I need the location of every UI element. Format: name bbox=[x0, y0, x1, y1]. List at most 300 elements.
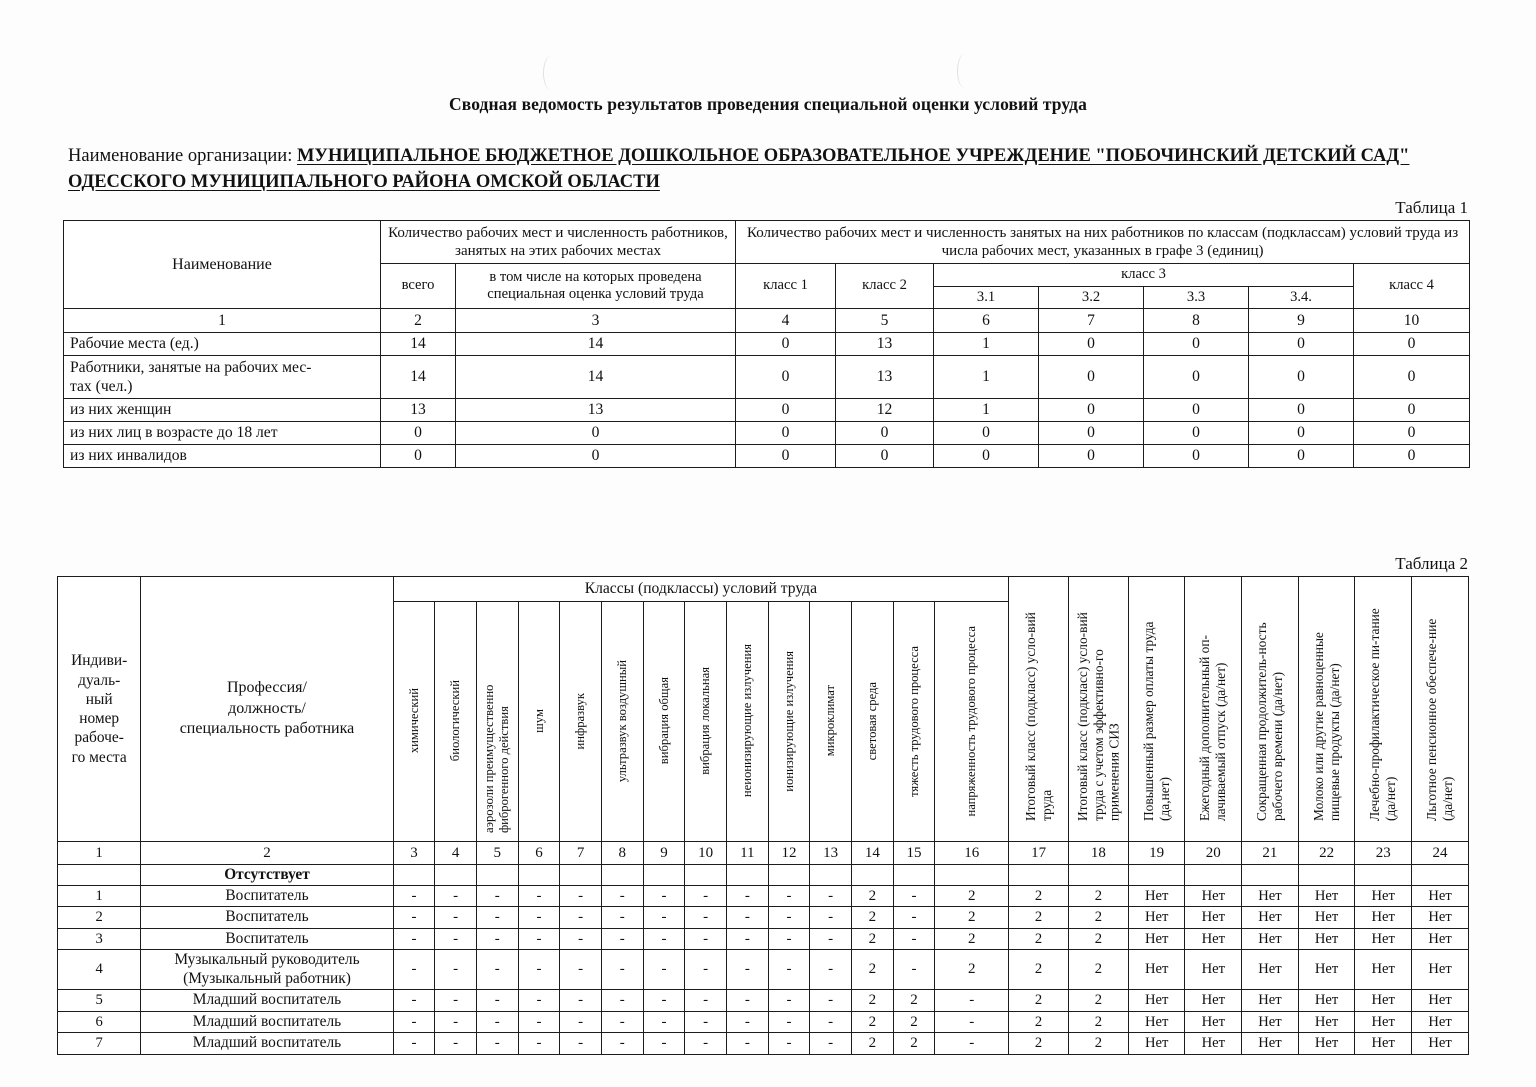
scan-artifact-right bbox=[957, 54, 972, 88]
t2-cell-empty bbox=[935, 865, 1009, 886]
t2-factor-cell: - bbox=[560, 950, 602, 990]
t1-head-class3-3: 3.3 bbox=[1144, 286, 1249, 309]
t2-factor-cell: - bbox=[935, 990, 1009, 1011]
t2-factor-cell: 2 bbox=[893, 990, 935, 1011]
t1-cell: 0 bbox=[456, 445, 736, 468]
t2-guarantee-cell: Нет bbox=[1298, 886, 1355, 907]
t2-factor-cell: - bbox=[685, 1033, 727, 1054]
t2-colnum: 23 bbox=[1355, 842, 1412, 865]
t1-row-label: Рабочие места (ед.) bbox=[64, 333, 381, 356]
t2-workplace-number: 7 bbox=[58, 1033, 141, 1054]
t1-colnum: 3 bbox=[456, 309, 736, 333]
t1-cell: 0 bbox=[736, 356, 836, 399]
t2-factor-cell: - bbox=[768, 950, 810, 990]
t2-profession: Музыкальный руководитель (Музыкальный работник) bbox=[141, 950, 393, 990]
t2-final-class-ppe: 2 bbox=[1068, 1033, 1128, 1054]
t1-cell: 14 bbox=[456, 356, 736, 399]
t2-cell-empty bbox=[852, 865, 894, 886]
t2-factor-cell: - bbox=[726, 1033, 768, 1054]
t2-colnum: 22 bbox=[1298, 842, 1355, 865]
t2-factor-cell: - bbox=[726, 990, 768, 1011]
t1-body bbox=[64, 333, 1470, 468]
t1-colnum: 8 bbox=[1144, 309, 1249, 333]
t2-guarantee-cell: Нет bbox=[1242, 1011, 1299, 1032]
t2-workplace-number: 2 bbox=[58, 907, 141, 928]
t2-cell-empty bbox=[1009, 865, 1069, 886]
t2-factor-cell: - bbox=[393, 1011, 435, 1032]
t2-final-class: 2 bbox=[1009, 1033, 1069, 1054]
t2-factor-cell: - bbox=[685, 950, 727, 990]
t2-factor-infrasound: инфразвук bbox=[560, 602, 602, 842]
t2-factor-cell: - bbox=[768, 907, 810, 928]
t2-colnum: 16 bbox=[935, 842, 1009, 865]
t2-cell-empty bbox=[1185, 865, 1242, 886]
t2-factor-cell: - bbox=[643, 990, 685, 1011]
t2-colnum: 20 bbox=[1185, 842, 1242, 865]
table-row bbox=[58, 950, 1469, 990]
t2-factor-cell: - bbox=[476, 950, 518, 990]
t1-colnum: 2 bbox=[381, 309, 456, 333]
t2-guarantee-cell: Нет bbox=[1412, 1011, 1469, 1032]
t2-factor-cell: - bbox=[601, 990, 643, 1011]
t2-head-guarantee-vacation: Ежегодный дополнительный оп-лачиваемый отпуск (да/нет) bbox=[1185, 577, 1242, 842]
t2-colnum: 21 bbox=[1242, 842, 1299, 865]
t1-cell: 0 bbox=[1354, 422, 1470, 445]
t2-factor-cell: - bbox=[643, 928, 685, 949]
t2-guarantee-cell: Нет bbox=[1412, 907, 1469, 928]
t2-guarantee-cell: Нет bbox=[1185, 928, 1242, 949]
t2-final-class-ppe: 2 bbox=[1068, 950, 1128, 990]
t2-colnum: 13 bbox=[810, 842, 852, 865]
t2-cell-empty bbox=[1355, 865, 1412, 886]
t2-guarantee-cell: Нет bbox=[1355, 990, 1412, 1011]
table-row bbox=[58, 886, 1469, 907]
t1-cell: 14 bbox=[381, 333, 456, 356]
t2-factor-cell: - bbox=[768, 928, 810, 949]
t2-head-guarantee-pay: Повышенный размер оплаты труда (да,нет) bbox=[1128, 577, 1185, 842]
t2-final-class: 2 bbox=[1009, 950, 1069, 990]
t2-factor-cell: - bbox=[768, 886, 810, 907]
t2-final-class-ppe: 2 bbox=[1068, 1011, 1128, 1032]
t2-factor-cell: - bbox=[893, 950, 935, 990]
t1-cell: 0 bbox=[934, 422, 1039, 445]
t1-head-name: Наименование bbox=[64, 221, 381, 309]
t2-final-class-ppe: 2 bbox=[1068, 907, 1128, 928]
t2-factor-cell: - bbox=[768, 1011, 810, 1032]
t2-guarantee-cell: Нет bbox=[1185, 907, 1242, 928]
t2-workplace-number: 4 bbox=[58, 950, 141, 990]
t2-factor-light-environment: световая среда bbox=[852, 602, 894, 842]
page-title: Сводная ведомость результатов проведения специальной оценки условий труда bbox=[449, 94, 1087, 114]
t2-factor-ultrasound-air: ультразвук воздушный bbox=[601, 602, 643, 842]
t1-colnum: 5 bbox=[836, 309, 934, 333]
t2-cell-empty bbox=[1068, 865, 1128, 886]
t2-factor-nonionizing: неионизирующие излучения bbox=[726, 602, 768, 842]
t2-factor-severity: тяжесть трудового процесса bbox=[893, 602, 935, 842]
t1-colnum: 10 bbox=[1354, 309, 1470, 333]
t2-guarantee-cell: Нет bbox=[1298, 950, 1355, 990]
table-row bbox=[64, 445, 1470, 468]
t2-factor-cell: - bbox=[476, 990, 518, 1011]
t2-cell-empty bbox=[1412, 865, 1469, 886]
t2-factor-cell: - bbox=[601, 950, 643, 990]
table-row bbox=[64, 422, 1470, 445]
t2-colnum: 18 bbox=[1068, 842, 1128, 865]
t2-factor-cell: - bbox=[518, 886, 560, 907]
t2-guarantee-cell: Нет bbox=[1242, 990, 1299, 1011]
t2-colnum: 1 bbox=[58, 842, 141, 865]
t1-cell: 0 bbox=[1249, 399, 1354, 422]
t2-factor-cell: - bbox=[726, 907, 768, 928]
t2-head-classes-group: Классы (подклассы) условий труда bbox=[393, 577, 1009, 602]
t2-guarantee-cell: Нет bbox=[1242, 907, 1299, 928]
t2-factor-cell: 2 bbox=[935, 950, 1009, 990]
t2-head-guarantee-pension: Льготное пенсионное обеспече-ние (да/нет) bbox=[1412, 577, 1469, 842]
t2-profession: Младший воспитатель bbox=[141, 990, 393, 1011]
table1-caption: Таблица 1 bbox=[1395, 198, 1468, 217]
t1-cell: 13 bbox=[456, 399, 736, 422]
t1-cell: 14 bbox=[456, 333, 736, 356]
t1-head-assessed: в том числе на которых проведена специальная оценка условий труда bbox=[456, 264, 736, 309]
t2-factor-cell: - bbox=[935, 1033, 1009, 1054]
t2-factor-cell: - bbox=[476, 928, 518, 949]
t2-colnum: 10 bbox=[685, 842, 727, 865]
t2-cell-empty bbox=[1298, 865, 1355, 886]
t1-colnum: 9 bbox=[1249, 309, 1354, 333]
t2-factor-cell: - bbox=[393, 990, 435, 1011]
t2-factor-cell: - bbox=[518, 928, 560, 949]
organization-block bbox=[68, 143, 1468, 196]
t2-factor-cell: - bbox=[601, 886, 643, 907]
t2-head-guarantee-milk: Молоко или другие равноценные пищевые продукты (да/нет) bbox=[1298, 577, 1355, 842]
t2-guarantee-cell: Нет bbox=[1412, 886, 1469, 907]
t2-factor-cell: - bbox=[560, 1011, 602, 1032]
t2-factor-cell: 2 bbox=[852, 907, 894, 928]
t2-factor-cell: - bbox=[393, 1033, 435, 1054]
t2-factor-cell: 2 bbox=[852, 886, 894, 907]
t2-factor-cell: 2 bbox=[852, 928, 894, 949]
t2-factor-cell: - bbox=[393, 928, 435, 949]
t1-cell: 1 bbox=[934, 333, 1039, 356]
t1-cell: 0 bbox=[1039, 333, 1144, 356]
t2-cell-empty bbox=[1242, 865, 1299, 886]
t1-cell: 1 bbox=[934, 399, 1039, 422]
scan-artifact-left bbox=[543, 56, 558, 90]
t1-cell: 0 bbox=[1144, 422, 1249, 445]
t1-cell: 0 bbox=[381, 445, 456, 468]
table-row bbox=[64, 399, 1470, 422]
t2-factor-cell: - bbox=[768, 1033, 810, 1054]
table-2-workplaces bbox=[57, 576, 1469, 1055]
t1-cell: 0 bbox=[1249, 333, 1354, 356]
t2-colnum: 24 bbox=[1412, 842, 1469, 865]
t2-factor-cell: - bbox=[768, 990, 810, 1011]
t2-guarantee-cell: Нет bbox=[1298, 1011, 1355, 1032]
t2-guarantee-cell: Нет bbox=[1298, 1033, 1355, 1054]
t2-workplace-number: 6 bbox=[58, 1011, 141, 1032]
t2-cell-empty bbox=[58, 865, 141, 886]
t2-colnum: 14 bbox=[852, 842, 894, 865]
t1-head-group-counts: Количество рабочих мест и численность работников, занятых на этих рабочих местах bbox=[381, 221, 736, 264]
t1-head-class3-2: 3.2 bbox=[1039, 286, 1144, 309]
table-row bbox=[64, 333, 1470, 356]
t2-factor-cell: 2 bbox=[852, 1011, 894, 1032]
organization-label: Наименование организации: bbox=[68, 146, 293, 166]
t2-guarantee-cell: Нет bbox=[1355, 1033, 1412, 1054]
t2-colnum: 7 bbox=[560, 842, 602, 865]
t2-factor-cell: - bbox=[643, 1033, 685, 1054]
t2-factor-microclimate: микроклимат bbox=[810, 602, 852, 842]
t2-final-class: 2 bbox=[1009, 928, 1069, 949]
t2-colnum: 8 bbox=[601, 842, 643, 865]
t2-colnum: 11 bbox=[726, 842, 768, 865]
t2-factor-cell: - bbox=[810, 1033, 852, 1054]
t1-cell: 0 bbox=[934, 445, 1039, 468]
t2-factor-cell: - bbox=[476, 1011, 518, 1032]
t2-cell-empty bbox=[393, 865, 435, 886]
t1-cell: 0 bbox=[736, 422, 836, 445]
t2-factor-cell: - bbox=[685, 907, 727, 928]
t2-final-class: 2 bbox=[1009, 886, 1069, 907]
t2-guarantee-cell: Нет bbox=[1128, 990, 1185, 1011]
t1-cell: 0 bbox=[1144, 356, 1249, 399]
t2-factor-cell: - bbox=[726, 1011, 768, 1032]
t2-factor-cell: - bbox=[560, 990, 602, 1011]
t1-cell: 0 bbox=[1144, 333, 1249, 356]
t1-cell: 0 bbox=[1039, 399, 1144, 422]
t2-factor-cell: - bbox=[685, 1011, 727, 1032]
t1-cell: 0 bbox=[1354, 445, 1470, 468]
t2-factor-cell: - bbox=[560, 886, 602, 907]
t2-profession: Воспитатель bbox=[141, 907, 393, 928]
t2-colnum: 2 bbox=[141, 842, 393, 865]
table-row bbox=[58, 928, 1469, 949]
t2-head-guarantee-worktime: Сокращенная продолжитель-ность рабочего времени (да/нет) bbox=[1242, 577, 1299, 842]
t2-body bbox=[58, 865, 1469, 1055]
t1-cell: 0 bbox=[456, 422, 736, 445]
t1-cell: 0 bbox=[836, 445, 934, 468]
t2-guarantee-cell: Нет bbox=[1128, 1033, 1185, 1054]
t2-colnum: 9 bbox=[643, 842, 685, 865]
t1-head-class2: класс 2 bbox=[836, 264, 934, 309]
t2-final-class: 2 bbox=[1009, 1011, 1069, 1032]
t2-factor-cell: - bbox=[435, 886, 477, 907]
t2-factor-cell: - bbox=[810, 907, 852, 928]
t2-factor-cell: - bbox=[810, 1011, 852, 1032]
t2-factor-cell: - bbox=[810, 990, 852, 1011]
organization-name: МУНИЦИПАЛЬНОЕ БЮДЖЕТНОЕ ДОШКОЛЬНОЕ ОБРАЗОВАТЕЛЬНОЕ УЧРЕЖДЕНИЕ "ПОБОЧИНСКИЙ ДЕТСКИЙ САД" ОДЕССКОГО МУНИЦИПАЛЬНОГО РАЙОНА ОМСКОЙ ОБЛАСТИ bbox=[68, 146, 1410, 193]
t2-cell-empty bbox=[685, 865, 727, 886]
t2-guarantee-cell: Нет bbox=[1185, 990, 1242, 1011]
t2-guarantee-cell: Нет bbox=[1185, 1011, 1242, 1032]
t2-factor-cell: - bbox=[685, 886, 727, 907]
t1-cell: 0 bbox=[1144, 399, 1249, 422]
t2-factor-vibration-general: вибрация общая bbox=[643, 602, 685, 842]
t1-colnum: 4 bbox=[736, 309, 836, 333]
t2-factor-cell: - bbox=[560, 928, 602, 949]
table-row bbox=[58, 907, 1469, 928]
table-row bbox=[58, 1033, 1469, 1054]
t2-factor-cell: 2 bbox=[852, 950, 894, 990]
t2-cell-empty bbox=[560, 865, 602, 886]
t2-factor-cell: - bbox=[893, 886, 935, 907]
table-row bbox=[58, 1011, 1469, 1032]
t1-head-class3-4: 3.4. bbox=[1249, 286, 1354, 309]
t2-guarantee-cell: Нет bbox=[1242, 928, 1299, 949]
t2-factor-cell: - bbox=[435, 928, 477, 949]
t2-colnum: 15 bbox=[893, 842, 935, 865]
t2-guarantee-cell: Нет bbox=[1242, 1033, 1299, 1054]
t2-colnum: 17 bbox=[1009, 842, 1069, 865]
t2-guarantee-cell: Нет bbox=[1128, 907, 1185, 928]
t2-colnum: 19 bbox=[1128, 842, 1185, 865]
t2-factor-cell: - bbox=[935, 1011, 1009, 1032]
t2-factor-ionizing: ионизирующие излучения bbox=[768, 602, 810, 842]
t1-cell: 0 bbox=[736, 333, 836, 356]
t2-factor-cell: 2 bbox=[852, 1033, 894, 1054]
t1-cell: 13 bbox=[381, 399, 456, 422]
t1-column-number-row bbox=[64, 309, 1470, 333]
table-1-summary bbox=[63, 220, 1470, 468]
t2-cell-empty bbox=[435, 865, 477, 886]
t2-factor-cell: - bbox=[810, 950, 852, 990]
t2-factor-cell: - bbox=[435, 1011, 477, 1032]
t2-absent-label: Отсутствует bbox=[141, 865, 393, 886]
t2-factor-cell: - bbox=[726, 928, 768, 949]
t2-factor-cell: - bbox=[518, 907, 560, 928]
t2-factor-cell: 2 bbox=[893, 1033, 935, 1054]
t2-factor-cell: 2 bbox=[852, 990, 894, 1011]
t2-final-class-ppe: 2 bbox=[1068, 886, 1128, 907]
t2-guarantee-cell: Нет bbox=[1128, 1011, 1185, 1032]
t2-factor-cell: - bbox=[726, 950, 768, 990]
t2-final-class-ppe: 2 bbox=[1068, 990, 1128, 1011]
t2-colnum: 3 bbox=[393, 842, 435, 865]
t2-factor-aerosols: аэрозоли преимущественно фиброгенного действия bbox=[476, 602, 518, 842]
t2-factor-cell: - bbox=[393, 907, 435, 928]
t2-guarantee-cell: Нет bbox=[1355, 886, 1412, 907]
t1-cell: 0 bbox=[1249, 356, 1354, 399]
t1-cell: 0 bbox=[1249, 445, 1354, 468]
t2-factor-cell: - bbox=[393, 950, 435, 990]
t2-factor-cell: - bbox=[518, 1033, 560, 1054]
t2-colnum: 12 bbox=[768, 842, 810, 865]
t2-factor-cell: - bbox=[560, 907, 602, 928]
t2-colnum: 4 bbox=[435, 842, 477, 865]
t1-head-total: всего bbox=[381, 264, 456, 309]
t2-factor-cell: 2 bbox=[935, 886, 1009, 907]
t2-factor-cell: 2 bbox=[893, 1011, 935, 1032]
table2-caption: Таблица 2 bbox=[1395, 554, 1468, 573]
t2-factor-cell: - bbox=[601, 928, 643, 949]
t2-factor-intensity: напряженность трудового процесса bbox=[935, 602, 1009, 842]
t2-factor-cell: - bbox=[643, 950, 685, 990]
t2-cell-empty bbox=[476, 865, 518, 886]
t2-factor-cell: - bbox=[643, 886, 685, 907]
t2-colnum: 6 bbox=[518, 842, 560, 865]
table-row bbox=[64, 356, 1470, 399]
t2-factor-cell: 2 bbox=[935, 907, 1009, 928]
t2-guarantee-cell: Нет bbox=[1412, 928, 1469, 949]
t2-factor-cell: - bbox=[685, 990, 727, 1011]
t1-row-label: из них женщин bbox=[64, 399, 381, 422]
table-row bbox=[58, 865, 1469, 886]
t1-head-group-classes: Количество рабочих мест и численность занятых на них работников по классам (подклассам) условий труда из числа рабочих мест, указанных в графе 3 (единиц) bbox=[736, 221, 1470, 264]
t2-factor-chemical: химический bbox=[393, 602, 435, 842]
t2-cell-empty bbox=[643, 865, 685, 886]
t1-cell: 13 bbox=[836, 333, 934, 356]
t1-cell: 1 bbox=[934, 356, 1039, 399]
t2-workplace-number: 3 bbox=[58, 928, 141, 949]
t2-factor-cell: - bbox=[518, 990, 560, 1011]
t2-head-profession: Профессия/ должность/ специальность работника bbox=[141, 577, 393, 842]
t2-final-class: 2 bbox=[1009, 907, 1069, 928]
t1-row-label: Работники, занятые на рабочих мес- тах (чел.) bbox=[64, 356, 381, 399]
t2-colnum: 5 bbox=[476, 842, 518, 865]
t2-final-class-ppe: 2 bbox=[1068, 928, 1128, 949]
t2-guarantee-cell: Нет bbox=[1128, 928, 1185, 949]
t2-guarantee-cell: Нет bbox=[1185, 886, 1242, 907]
t1-colnum: 6 bbox=[934, 309, 1039, 333]
t2-guarantee-cell: Нет bbox=[1355, 928, 1412, 949]
t2-factor-cell: - bbox=[435, 990, 477, 1011]
t1-cell: 0 bbox=[736, 445, 836, 468]
t1-head-class3-1: 3.1 bbox=[934, 286, 1039, 309]
t2-factor-cell: - bbox=[643, 907, 685, 928]
t2-cell-empty bbox=[726, 865, 768, 886]
t1-cell: 0 bbox=[1354, 356, 1470, 399]
t2-head-final-class: Итоговый класс (подкласс) усло-вий труда bbox=[1009, 577, 1069, 842]
t2-profession: Воспитатель bbox=[141, 928, 393, 949]
t1-colnum: 7 bbox=[1039, 309, 1144, 333]
t2-factor-cell: 2 bbox=[935, 928, 1009, 949]
t2-cell-empty bbox=[768, 865, 810, 886]
t2-factor-cell: - bbox=[601, 1011, 643, 1032]
t2-guarantee-cell: Нет bbox=[1412, 950, 1469, 990]
t1-cell: 0 bbox=[1354, 333, 1470, 356]
t2-cell-empty bbox=[893, 865, 935, 886]
t2-factor-biological: биологический bbox=[435, 602, 477, 842]
t2-head-final-class-ppe: Итоговый класс (подкласс) усло-вий труда с учетом эффективно-го применения СИЗ bbox=[1068, 577, 1128, 842]
t2-factor-cell: - bbox=[810, 928, 852, 949]
t2-guarantee-cell: Нет bbox=[1412, 990, 1469, 1011]
t2-factor-cell: - bbox=[601, 907, 643, 928]
t1-head-class4: класс 4 bbox=[1354, 264, 1470, 309]
t2-guarantee-cell: Нет bbox=[1298, 990, 1355, 1011]
t2-guarantee-cell: Нет bbox=[1355, 1011, 1412, 1032]
t2-guarantee-cell: Нет bbox=[1185, 1033, 1242, 1054]
t2-column-number-row bbox=[58, 842, 1469, 865]
t1-cell: 0 bbox=[836, 422, 934, 445]
t2-factor-cell: - bbox=[435, 907, 477, 928]
t2-workplace-number: 1 bbox=[58, 886, 141, 907]
t1-row-label: из них лиц в возрасте до 18 лет bbox=[64, 422, 381, 445]
t2-guarantee-cell: Нет bbox=[1185, 950, 1242, 990]
t2-profession: Младший воспитатель bbox=[141, 1033, 393, 1054]
t2-factor-cell: - bbox=[560, 1033, 602, 1054]
t2-guarantee-cell: Нет bbox=[1355, 950, 1412, 990]
t2-factor-cell: - bbox=[393, 886, 435, 907]
t1-head-class1: класс 1 bbox=[736, 264, 836, 309]
t2-guarantee-cell: Нет bbox=[1242, 950, 1299, 990]
t1-cell: 0 bbox=[1039, 445, 1144, 468]
t2-guarantee-cell: Нет bbox=[1298, 907, 1355, 928]
table-row bbox=[58, 990, 1469, 1011]
t1-cell: 12 bbox=[836, 399, 934, 422]
t2-factor-cell: - bbox=[601, 1033, 643, 1054]
t2-cell-empty bbox=[601, 865, 643, 886]
t1-cell: 0 bbox=[1039, 422, 1144, 445]
